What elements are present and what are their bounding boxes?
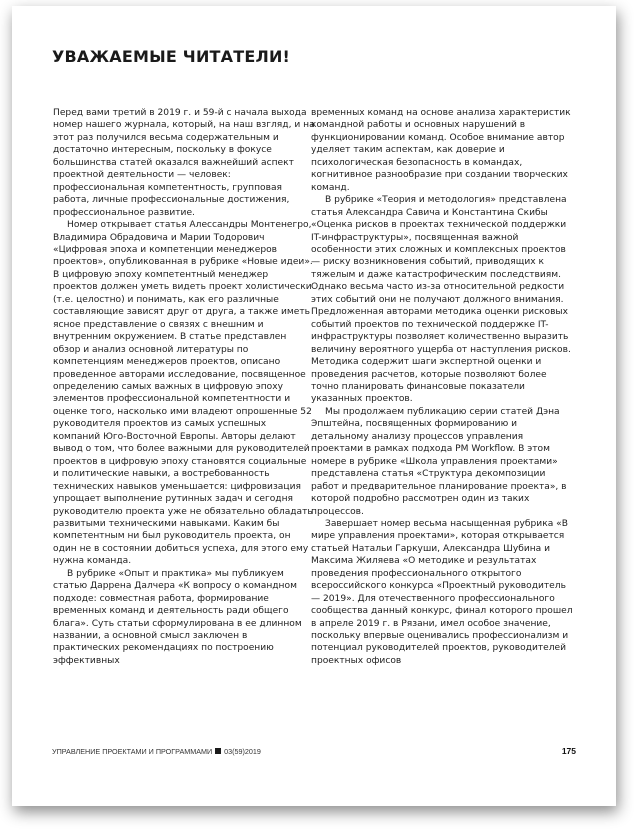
right-column: [311, 107, 573, 667]
paragraph: Номер открывает статья Алессандры Монтенегро, Владимира Обрадовича и Марии Тодорович «Цифровая эпоха и компетенции менеджеров проектов», опубликованная в рубрике «Новые идеи». В цифровую эпоху компетентный менеджер проектов должен уметь видеть проект холистически (т.е. целостно) и понимать, как его различные составляющие зависят друг от друга, а также иметь ясное представление о связях с внешним и внутренним окружением. В статье представлен обзор и анализ основной литературы по компетенциям менеджеров проектов, описано проведенное авторами исследование, посвященное определению самых важных в цифровую эпоху элементов профессиональной компетентности и оценке того, насколько ими владеют опрошенные 52 руководителя проектов из самых успешных компаний Юго-Восточной Европы. Авторы делают вывод о том, что более важными для руководителей проектов в цифровую эпоху становятся социальные и политические навыки, а востребованность технических навыков уменьшается: цифровизация упрощает выполнение рутинных задач и сегодня руководителю проекта уже не обязательно обладать развитыми техническими навыками. Каким бы компетентным ни был руководитель проекта, он один не в состоянии добиться успеха, для этого ему нужна команда.: [53, 220, 313, 567]
square-separator-icon: [215, 748, 221, 754]
left-column: [53, 107, 315, 667]
paragraph: Завершает номер весьма насыщенная рубрика «В мире управления проектами», которая открывается статьей Натальи Гаркуши, Александра Шубина и Максима Жиляева «О методике и результатах проведения профессионального открытого всероссийского конкурса «Проектный руководитель — 2019». Для отечественного профессионального сообщества данный конкурс, финал которого прошел в апреле 2019 г. в Рязани, имел особое значение, поскольку впервые оценивались профессионализм и потенциал руководителей проектов, руководителей проектных офисов: [311, 518, 573, 666]
page-number: 175: [561, 746, 576, 756]
journal-name: УПРАВЛЕНИЕ ПРОЕКТАМИ И ПРОГРАММАМИ: [52, 746, 213, 756]
page-title: УВАЖАЕМЫЕ ЧИТАТЕЛИ!: [52, 47, 291, 66]
paragraph: Мы продолжаем публикацию серии статей Дэна Эпштейна, посвященных формированию и детальному анализу процессов управления проектами в рамках подхода PM Workflow. В этом номере в рубрике «Школа управления проектами» представлена статья «Структура декомпозиции работ и предварительное планирование проекта», в которой подробно рассмотрен один из таких процессов.: [311, 406, 567, 517]
paragraph: временных команд на основе анализа характеристик командной работы и основных нарушений в функционировании команд. Особое внимание автор уделяет таким аспектам, как доверие и психологическая безопасность в командах, когнитивное разнообразие при создании творческих команд.: [311, 108, 571, 193]
paragraph: Перед вами третий в 2019 г. и 59-й с начала выхода номер нашего журнала, который, на наш взгляд, и на этот раз получился весьма содержательным и достаточно интересным, поскольку в фокусе большинства статей оказался важнейший аспект проектной деятельности — человек: профессиональная компетентность, групповая работа, личные профессиональные достижения, профессиональное развитие.: [53, 108, 315, 218]
journal-page: [12, 6, 616, 806]
paragraph: В рубрике «Теория и методология» представлена статья Александра Савича и Константина Скибы «Оценка рисков в проектах технической поддержки IT-инфраструктуры», посвященная важной особенности этих сложных и комплексных проектов — риску возникновения событий, приводящих к тяжелым и даже катастрофическим последствиям. Однако весьма часто из-за относительной редкости этих событий они не получают должного внимания. Предложенная авторами методика оценки рисковых событий проектов по технической поддержке IT-инфраструктуры позволяет количественно выразить величину вероятного ущерба от наступления рисков. Методика содержит шаги экспертной оценки и проведения расчетов, которые позволяют более точно планировать финансовые показатели указанных проектов.: [311, 195, 571, 405]
page-footer: [52, 746, 576, 756]
issue-number: 03(59)2019: [224, 746, 261, 756]
paragraph: В рубрике «Опыт и практика» мы публикуем статью Даррена Далчера «К вопросу о командном подходе: совместная работа, формирование временных команд и деятельность ради общего блага». Суть статьи сформулирована в ее длинном названии, а основной смысл заключен в практических рекомендациях по построению эффективных: [53, 568, 302, 666]
